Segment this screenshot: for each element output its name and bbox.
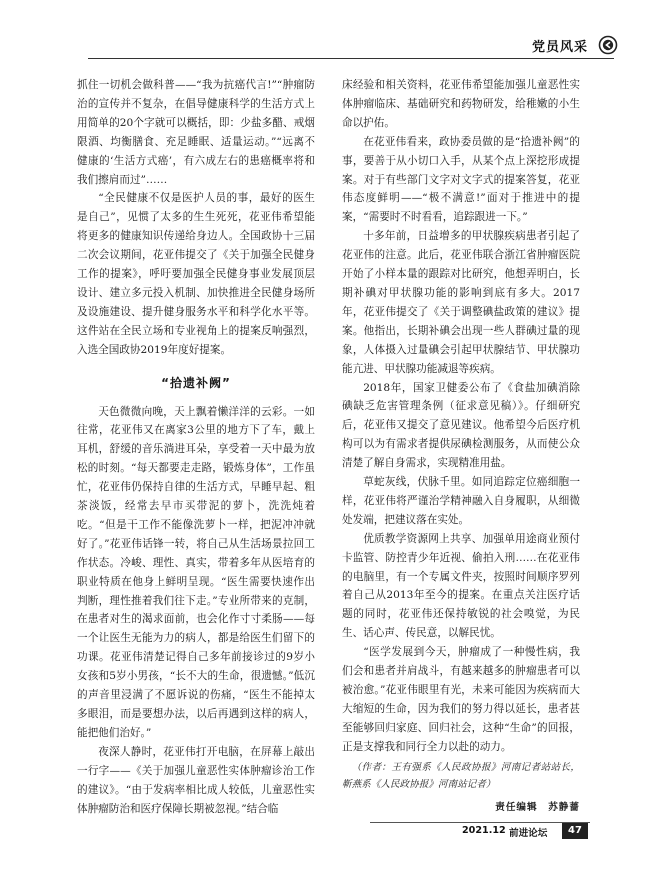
column-title: 党员风采 <box>531 40 588 55</box>
right-paragraph-1: 在花亚伟看来，政协委员做的是“拾遗补阙”的事，要善于从小切口入手，从某个点上深挖形成提案。对于有些部门文字对文字式的提案答复，花亚伟态度鲜明——“极不满意!”面对于推进中的提案，“需要时不时看看，追踪跟进一下。” <box>342 135 580 224</box>
right-paragraph-5: 优质教学资源网上共享、加强单用途商业预付卡监管、防控青少年近视、偷拍入刑……在花亚伟的电脑里，有一个专属文件夹，按照时间顺序罗列着自己从2013年至今的提案。在重点关注医疗话题的同时，花亚伟还保持敏锐的社会嗅觉，为民生、话心声、传民意，以解民忧。 <box>342 532 580 640</box>
responsible-editor: 责任编辑 苏静蔷 <box>495 801 580 813</box>
right-paragraph-3: 2018年，国家卫健委公布了《食盐加碘消除碘缺乏危害管理条例（征求意见稿）》。仔细研究后，花亚伟又提交了意见建议。他希望今后医疗机构可以为有需求者提供尿碘检测服务，从而使公众清楚了解自身需求，实现精准用盐。 <box>342 381 580 470</box>
section-title: “拾遗补阙” <box>161 375 231 390</box>
right-paragraph-4: 草蛇灰线，伏脉千里。如同追踪定位癌细胞一样，花亚伟将严谨治学精神融入自身履职，从细微处发端，把建议落在实处。 <box>342 476 580 526</box>
left-paragraph-2: “全民健康不仅是医护人员的事，最好的医生是自己”，见惯了太多的生生死死，花亚伟希望能将更多的健康知识传递给身边人。全国政协十三届二次会议期间，花亚伟提交了《关于加强全民健身工作的提案》，呼吁要加强全民健身事业发展顶层设计、建立多元投入机制、加快推进全民健身场所及设施建设、提升健身服务水平和科学化水平等。这件站在全民立场和专业视角上的提案反响强烈，入选全国政协2019年度好提案。 <box>77 192 315 356</box>
page-header <box>0 0 648 60</box>
section-paragraph-2: 夜深人静时，花亚伟打开电脑，在屏幕上敲出一行字——《关于加强儿童恶性实体肿瘤诊治工作的建议》。“由于发病率相比成人较低，儿童恶性实体肿瘤防治和医疗保障长期被忽视。”结合临 <box>77 745 315 815</box>
right-paragraph-6: “医学发展到今天，肿瘤成了一种慢性病，我们会和患者并肩战斗，有越来越多的肿瘤患者可以被治愈。”花亚伟眼里有光，未来可能因为疾病而大大缩短的生命，因为我们的努力得以延长，患者甚至能够回归家庭、回归社会，这种“生命”的回报，正是支撑我和同行全力以赴的动力。 <box>342 646 580 753</box>
left-column <box>77 76 315 818</box>
right-continuation: 床经验和相关资料，花亚伟希望能加强儿童恶性实体肿瘤临床、基础研究和药物研发，给稚嫩的小生命以护佑。 <box>342 79 580 129</box>
right-paragraph-2: 十多年前，日益增多的甲状腺疾病患者引起了花亚伟的注意。此后，花亚伟联合浙江省肿瘤医院开始了小样本量的跟踪对比研究，他想弄明白，长期补碘对甲状腺功能的影响到底有多大。2017年，花亚伟提交了《关于调整碘盐政策的建议》提案。他指出，长期补碘会出现一些人群碘过量的现象，人体摄入过量碘会引起甲状腺结节、甲状腺功能亢进、甲状腺功能减退等疾病。 <box>342 230 580 375</box>
magazine-name: 前进论坛 <box>509 828 548 839</box>
header-rule <box>88 58 614 59</box>
right-column <box>342 76 580 818</box>
left-paragraph-1: 抓住一切机会做科普——“我为抗癌代言!”“肿瘤防治的宣传并不复杂，在倡导健康科学的生活方式上用简单的20个字就可以概括，即：少盐多醋、戒烟限酒、均衡膳食、充足睡眠、适量运动。”“远离不健康的‘生活方式癌’，有六成左右的患癌概率将和我们擦肩而过”…… <box>77 79 315 186</box>
page-footer <box>0 812 648 852</box>
issue-number: 2021.12 <box>462 825 506 836</box>
page-number: 47 <box>562 823 588 839</box>
section-paragraph-1: 天色微微向晚，天上飘着懒洋洋的云彩。一如往常，花亚伟又在离家3公里的地方下了车，戴上耳机，舒缓的音乐淌进耳朵，享受着一天中最为放松的时刻。“每天都要走走路，锻炼身体”，工作虽忙，花亚伟仍保持自律的生活方式，早睡早起、粗茶淡饭，经常去早市买带泥的萝卜，洗洗炖着吃。“但是干工作不能像洗萝卜一样，把泥冲冲就好了。”花亚伟话锋一转，将自己从生活场景拉回工作状态。冷峻、理性、真实，带着多年从医培育的职业特质在他身上鲜明呈现。“医生需要快速作出判断，理性推着我们往下走。”专业所带来的克制，在患者对生的渴求面前，也会化作寸寸柔肠——每一个让医生无能为力的病人，都是给医生们留下的功课。花亚伟清楚记得自己多年前接诊过的9岁小女孩和5岁小男孩，“长不大的生命，很遗憾。”低沉的声音里浸满了不愿诉说的伤痛，“医生不能掉太多眼泪，而是要想办法，以后再遇到这样的病人，能把他们治好。” <box>77 405 315 739</box>
author-note: （作者：王有强系《人民政协报》河南记者站站长，靳燕系《人民政协报》河南站记者） <box>342 761 580 790</box>
footer-rule <box>370 822 590 823</box>
circled-arrow-icon <box>598 35 618 55</box>
